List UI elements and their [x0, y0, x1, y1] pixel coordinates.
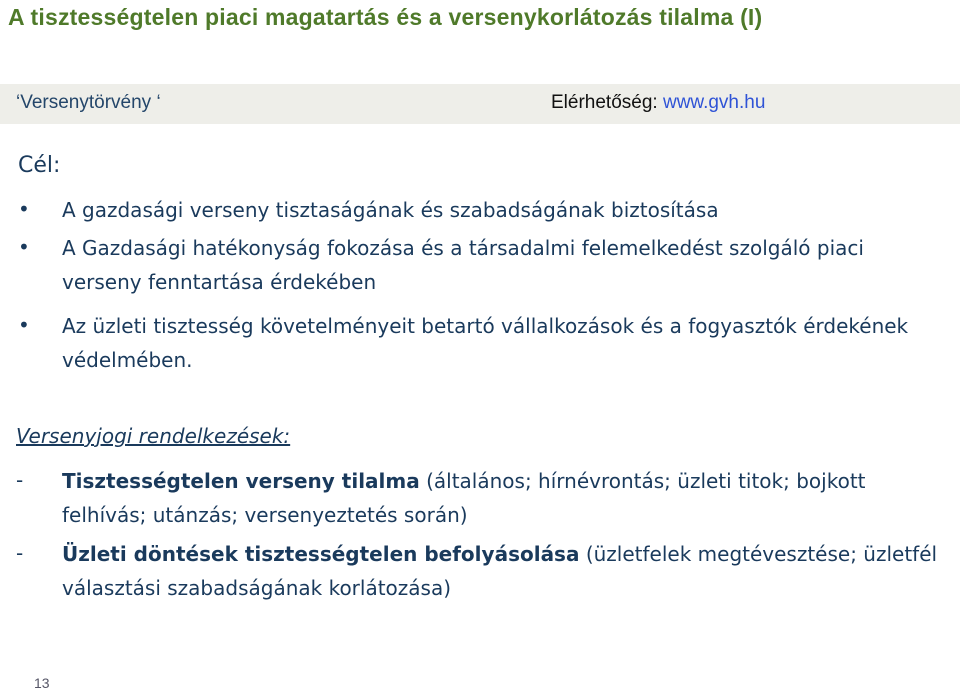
- bullet-item: A gazdasági verseny tisztaságának és szabadságának biztosítása: [62, 198, 719, 222]
- dash-marker: -: [16, 468, 24, 492]
- bullet-marker: •: [18, 235, 30, 259]
- page-number: 13: [34, 675, 50, 691]
- bullet-marker: •: [18, 197, 30, 221]
- access-info: [551, 92, 765, 114]
- provision-bold: Üzleti döntések tisztességtelen befolyásolása: [62, 542, 580, 566]
- provision-item: [62, 464, 942, 532]
- gvh-link[interactable]: www.gvh.hu: [662, 92, 766, 113]
- provision-item: [62, 537, 942, 605]
- bullet-item: A Gazdasági hatékonyság fokozása és a társadalmi felemelkedést szolgáló piaci verseny fenntartása érdekében: [62, 236, 864, 294]
- bullet-marker: •: [18, 313, 30, 337]
- provisions-heading: Versenyjogi rendelkezések:: [16, 424, 291, 448]
- slide-title: A tisztességtelen piaci magatartás és a versenykorlátozás tilalma (I): [8, 4, 763, 30]
- provision-bold: Tisztességtelen verseny tilalma: [62, 469, 420, 493]
- provision-rest: (üzletfelek megtévesztése; üzletfél választási szabadságának korlátozása): [62, 542, 938, 600]
- provision-rest: (általános; hírnévrontás; üzleti titok; bojkott felhívás; utánzás; versenyeztetés során): [62, 469, 866, 527]
- law-label: ‘Versenytörvény ‘: [16, 92, 161, 113]
- goal-heading: Cél:: [18, 153, 61, 178]
- access-prefix: Elérhetőség:: [551, 92, 663, 113]
- dash-marker: -: [16, 541, 24, 565]
- bullet-item: Az üzleti tisztesség követelményeit betartó vállalkozások és a fogyasztók érdekének védelmében.: [62, 314, 909, 372]
